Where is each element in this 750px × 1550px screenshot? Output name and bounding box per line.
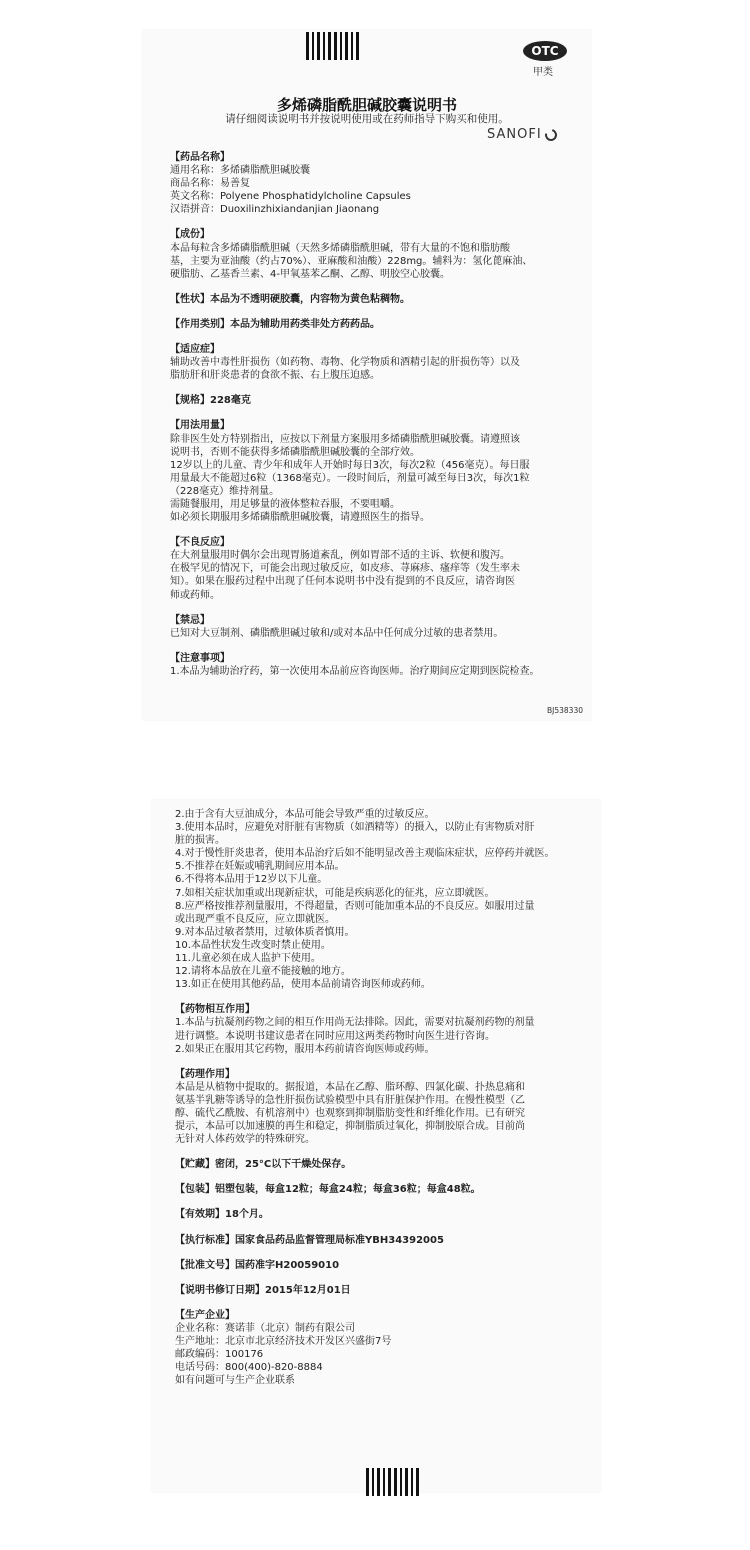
section-line: 10.本品性状发生改变时禁止使用。	[175, 939, 331, 951]
section	[170, 394, 595, 407]
section	[170, 151, 595, 216]
section	[175, 1208, 597, 1221]
brand-logo	[487, 127, 557, 142]
brand-name: SANOFI	[487, 127, 542, 142]
section-line: 辅助改善中毒性肝损伤（如药物、毒物、化学物质和酒精引起的肝损伤等）以及	[170, 357, 520, 369]
section	[175, 1309, 597, 1388]
section-line: 英文名称：Polyene Phosphatidylcholine Capsules	[170, 191, 411, 203]
section-line: 5.不推荐在妊娠或哺乳期间应用本品。	[175, 861, 345, 873]
section-heading: 【执行标准】国家食品药品监督管理局标准YBH34392005	[175, 1234, 444, 1246]
section-line: 12.请将本品放在儿童不能接触的地方。	[175, 966, 351, 978]
section-line: 12岁以上的儿童、青少年和成年人开始时每日3次，每次2粒（456毫克）。每日服	[170, 459, 530, 471]
section-line: 基，主要为亚油酸（约占70%）、亚麻酸和油酸）228mg。辅料为：氢化蓖麻油、	[170, 255, 533, 267]
section-line: 11.儿童必须在成人监护下使用。	[175, 953, 321, 965]
leaflet-page-2	[152, 800, 600, 1492]
section	[175, 1234, 597, 1247]
section-line: 或出现严重不良反应，应立即就医。	[175, 913, 335, 925]
document-code: BJ538330	[547, 706, 583, 715]
section-line: 需随餐服用，用足够量的液体整粒吞服，不要咀嚼。	[170, 498, 400, 510]
section-line: 在极罕见的情况下，可能会出现过敏反应，如皮疹、荨麻疹、瘙痒等（发生率未	[170, 563, 520, 575]
section-heading: 【说明书修订日期】2015年12月01日	[175, 1284, 351, 1296]
section-heading: 【批准文号】国药准字H20059010	[175, 1259, 340, 1271]
section	[175, 1183, 597, 1196]
section-line: （228毫克）维持剂量。	[170, 485, 280, 497]
section-line: 13.如正在使用其他药品，使用本品前请咨询医师或药师。	[175, 979, 431, 991]
section-line: 说明书，否则不能获得多烯磷脂酰胆碱胶囊的全部疗效。	[170, 446, 420, 458]
section-line: 无针对人体药效学的特殊研究。	[175, 1134, 315, 1146]
section-line: 如有问题可与生产企业联系	[175, 1375, 295, 1387]
section-line: 电话号码：800(400)-820-8884	[175, 1362, 323, 1374]
section-line: 9.对本品过敏者禁用，过敏体质者慎用。	[175, 926, 355, 938]
section	[170, 293, 595, 306]
section-heading: 【药品名称】	[170, 152, 230, 163]
section-heading: 【生产企业】	[175, 1309, 235, 1321]
section-line: 进行调整。本说明书建议患者在同时应用这两类药物时向医生进行咨询。	[175, 1030, 495, 1042]
section-heading: 【成份】	[170, 229, 210, 241]
section-heading: 【用法用量】	[170, 420, 230, 432]
section-line: 3.使用本品时，应避免对肝脏有害物质（如酒精等）的摄入，以防止有害物质对肝	[175, 822, 535, 834]
section	[170, 228, 595, 280]
leaflet-body-2	[175, 808, 597, 1399]
section	[175, 1259, 597, 1272]
section	[170, 536, 595, 601]
section-heading: 【不良反应】	[170, 537, 230, 549]
section-line: 4.对于慢性肝炎患者，使用本品治疗后如不能明显改善主观临床症状，应停药并就医。	[175, 848, 555, 860]
section-line: 生产地址：北京市北京经济技术开发区兴盛街7号	[175, 1336, 392, 1347]
section-line: 已知对大豆制剂、磷脂酰胆碱过敏和/或对本品中任何成分过敏的患者禁用。	[170, 627, 504, 639]
section-line: 通用名称：多烯磷脂酰胆碱胶囊	[170, 165, 310, 177]
section-line: 师或药师。	[170, 589, 220, 601]
section	[170, 318, 595, 331]
section-line: 2.由于含有大豆油成分，本品可能会导致严重的过敏反应。	[175, 809, 435, 820]
section-heading: 【药理作用】	[175, 1068, 235, 1080]
section-heading: 【注意事项】	[170, 652, 230, 664]
section-line: 8.应严格按推荐剂量服用，不得超量，否则可能加重本品的不良反应。如服用过量	[175, 900, 535, 912]
section-line: 汉语拼音：Duoxilinzhixiandanjian Jiaonang	[170, 204, 380, 216]
section-line: 用量最大不能超过6粒（1368毫克）。一段时间后，剂量可减至每日3次，每次1粒	[170, 472, 530, 484]
section-line: 邮政编码：100176	[175, 1349, 264, 1361]
section-heading: 【贮藏】密闭，25°C以下干燥处保存。	[175, 1159, 352, 1171]
section-line: 商品名称：易善复	[170, 178, 250, 190]
section-line: 如必须长期服用多烯磷脂酰胆碱胶囊，请遵照医生的指导。	[170, 512, 430, 524]
section-line: 脏的损害。	[175, 835, 225, 847]
section	[175, 808, 597, 991]
section-line: 氨基半乳糖等诱导的急性肝损伤试验模型中具有肝脏保护作用。在慢性模型（乙	[175, 1094, 525, 1106]
section-heading: 【作用类别】本品为辅助用药类非处方药药品。	[170, 318, 380, 330]
section-heading: 【有效期】18个月。	[175, 1209, 269, 1221]
section	[175, 1284, 597, 1297]
section-heading: 【包装】铝塑包装，每盒12粒；每盒24粒；每盒36粒；每盒48粒。	[175, 1184, 481, 1196]
section	[170, 343, 595, 382]
document-title: 多烯磷脂酰胆碱胶囊说明书	[276, 96, 457, 114]
section-line: 2.如果正在服用其它药物，服用本药前请咨询医师或药师。	[175, 1043, 435, 1055]
section	[175, 1003, 597, 1055]
section-line: 企业名称：赛诺菲（北京）制药有限公司	[175, 1322, 355, 1334]
section-line: 1.本品与抗凝剂药物之间的相互作用尚无法排除。因此，需要对抗凝剂药物的剂量	[175, 1017, 535, 1029]
section	[170, 652, 595, 678]
leaflet-page-1	[143, 30, 591, 720]
section-line: 提示，本品可以加速膜的再生和稳定，抑制脂质过氧化，抑制胶原合成。目前尚	[175, 1121, 525, 1133]
section-heading: 【适应症】	[170, 344, 220, 356]
section	[170, 614, 595, 640]
barcode-bottom	[366, 1468, 422, 1496]
section-line: 醇、硫代乙酰胺、有机溶剂中）也观察到抑制脂肪变性和纤维化作用。已有研究	[175, 1107, 525, 1119]
section	[170, 419, 595, 524]
section-line: 7.如相关症状加重或出现新症状，可能是疾病恶化的征兆，应立即就医。	[175, 887, 495, 899]
otc-badge: OTC	[523, 41, 567, 61]
section-line: 除非医生处方特别指出，应按以下剂量方案服用多烯磷脂酰胆碱胶囊。请遵照该	[170, 433, 520, 445]
section-line: 在大剂量服用时偶尔会出现胃肠道紊乱，例如胃部不适的主诉、软便和腹泻。	[170, 550, 510, 562]
section	[175, 1068, 597, 1147]
section-line: 1.本品为辅助治疗药，第一次使用本品前应咨询医师。治疗期间应定期到医院检查。	[170, 665, 540, 677]
otc-class-label: 甲类	[533, 67, 553, 78]
leaflet-body-1	[170, 151, 595, 690]
section-heading: 【药物相互作用】	[175, 1004, 255, 1016]
section-line: 硬脂肪、乙基香兰素、4-甲氧基苯乙酮、乙醇、明胶空心胶囊。	[170, 268, 450, 280]
section-line: 脂肪肝和肝炎患者的食欲不振、右上腹压迫感。	[170, 370, 380, 382]
section-line: 6.不得将本品用于12岁以下儿童。	[175, 874, 328, 886]
section-line: 知）。如果在服药过程中出现了任何本说明书中没有提到的不良反应，请咨询医	[170, 576, 515, 588]
document-subtitle: 请仔细阅读说明书并按说明使用或在药师指导下购买和使用。	[225, 113, 509, 125]
section-heading: 【规格】228毫克	[170, 395, 251, 407]
barcode-top	[306, 32, 362, 60]
section-line: 本品每粒含多烯磷脂酰胆碱（天然多烯磷脂酰胆碱，带有大量的不饱和脂肪酸	[170, 242, 510, 254]
section	[175, 1158, 597, 1171]
section-heading: 【性状】本品为不透明硬胶囊，内容物为黄色粘稠物。	[170, 293, 410, 305]
section-line: 本品是从植物中提取的。据报道，本品在乙醇、脂环醇、四氯化碳、扑热息痛和	[175, 1081, 525, 1093]
sanofi-logo-icon	[542, 126, 558, 142]
section-heading: 【禁忌】	[170, 614, 210, 626]
